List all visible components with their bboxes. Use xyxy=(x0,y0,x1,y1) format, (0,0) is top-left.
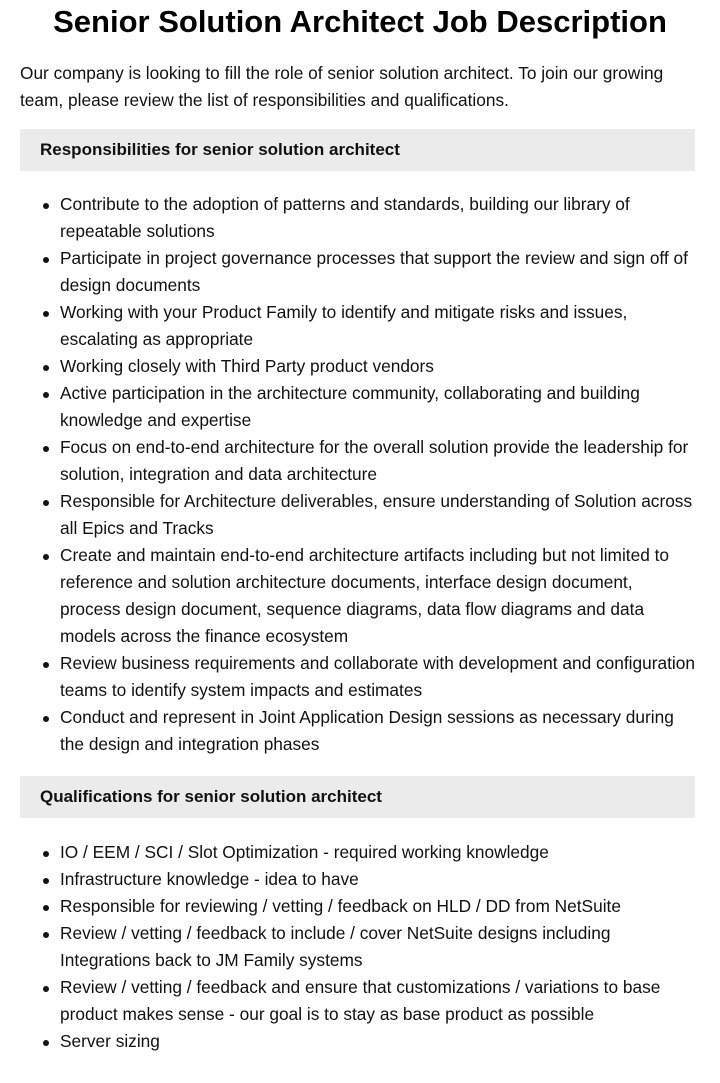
list-item: Participate in project governance processes that support the review and sign off of design documents xyxy=(20,245,695,299)
list-item: Focus on end-to-end architecture for the overall solution provide the leadership for solution, integration and data architecture xyxy=(20,434,695,488)
list-item: Responsible for reviewing / vetting / feedback on HLD / DD from NetSuite xyxy=(20,893,695,920)
list-item: Server sizing xyxy=(20,1028,695,1055)
list-item: Infrastructure knowledge - idea to have xyxy=(20,866,695,893)
list-item: IO / EEM / SCI / Slot Optimization - required working knowledge xyxy=(20,839,695,866)
qualifications-heading: Qualifications for senior solution architect xyxy=(20,776,695,818)
list-item: Review business requirements and collaborate with development and configuration teams to identify system impacts and estimates xyxy=(20,650,695,704)
responsibilities-section xyxy=(20,129,695,758)
qualifications-list xyxy=(20,839,695,1055)
list-item: Create and maintain end-to-end architecture artifacts including but not limited to reference and solution architecture documents, interface design document, process design document, sequence diagrams, data flow diagrams and data models across the finance ecosystem xyxy=(20,542,695,650)
list-item: Active participation in the architecture community, collaborating and building knowledge and expertise xyxy=(20,380,695,434)
list-item: Working closely with Third Party product vendors xyxy=(20,353,695,380)
list-item: Contribute to the adoption of patterns and standards, building our library of repeatable solutions xyxy=(20,191,695,245)
list-item: Review / vetting / feedback and ensure that customizations / variations to base product makes sense - our goal is to stay as base product as possible xyxy=(20,974,695,1028)
list-item: Conduct and represent in Joint Application Design sessions as necessary during the design and integration phases xyxy=(20,704,695,758)
qualifications-section xyxy=(20,776,695,1055)
list-item: Review / vetting / feedback to include / cover NetSuite designs including Integrations back to JM Family systems xyxy=(20,920,695,974)
page-title: Senior Solution Architect Job Description xyxy=(53,4,667,39)
responsibilities-heading: Responsibilities for senior solution architect xyxy=(20,129,695,171)
responsibilities-list xyxy=(20,191,695,758)
list-item: Working with your Product Family to identify and mitigate risks and issues, escalating as appropriate xyxy=(20,299,695,353)
intro-paragraph: Our company is looking to fill the role of senior solution architect. To join our growing team, please review the list of responsibilities and qualifications. xyxy=(20,63,664,110)
list-item: Responsible for Architecture deliverables, ensure understanding of Solution across all Epics and Tracks xyxy=(20,488,695,542)
